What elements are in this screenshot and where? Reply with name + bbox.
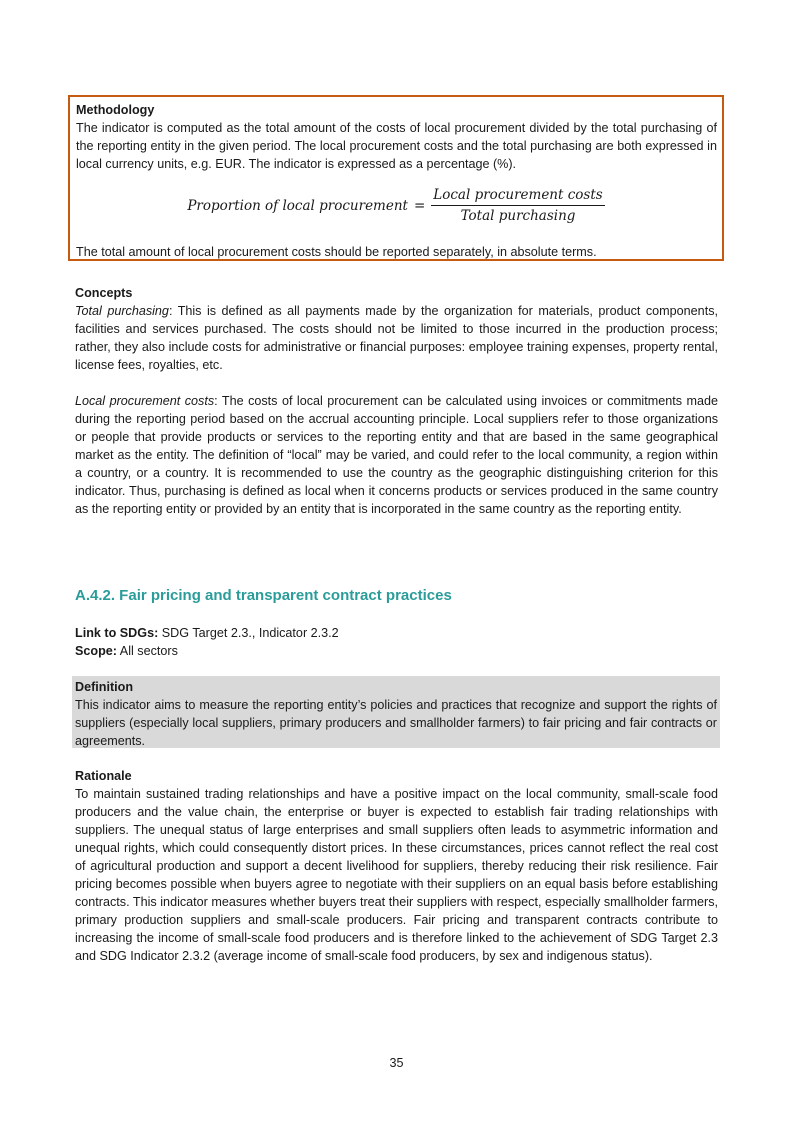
definition-body: This indicator aims to measure the reporting entity’s policies and practices that recognize and support the rights of suppliers (especially local suppliers, primary producers and smallholder farmers) to fair pricing and fair contracts or agreements. <box>75 698 717 748</box>
formula-numerator: Local procurement costs <box>431 187 604 206</box>
methodology-heading: Methodology <box>76 103 155 117</box>
formula-denominator: Total purchasing <box>460 208 576 224</box>
formula-equals: = <box>413 197 426 214</box>
scope-value: All sectors <box>117 644 178 658</box>
scope-label: Scope: <box>75 644 117 658</box>
rationale-heading: Rationale <box>75 769 132 783</box>
page-number: 35 <box>389 1056 404 1070</box>
methodology-body: The indicator is computed as the total amount of the costs of local procurement divided by the total purchasing of the reporting entity in the given period. The local procurement costs and the total purchasing are both expressed in local currency units, e.g. EUR. The indicator is expressed as a percentage (%). <box>76 121 717 171</box>
formula-fraction <box>431 187 604 224</box>
link-to-sdgs <box>75 624 718 642</box>
rationale-body: To maintain sustained trading relationships and have a positive impact on the local community, small-scale food producers and the value chain, the enterprise or buyer is expected to establish fair trading relationships with suppliers. The unequal status of large enterprises and small suppliers often leads to asymmetric information and unequal rights, which could consequently distort prices. In these circumstances, prices cannot reflect the real cost of agricultural production and support a decent livelihood for suppliers, thereby reducing their risk resilience. Fair pricing becomes possible when buyers agree to negotiate with their suppliers on an equal basis before establishing contracts. This indicator measures whether buyers treat their suppliers with respect, especially smallholder farmers, primary production suppliers and small-scale producers. Fair pricing and transparent contracts contribute to increasing the income of small-scale food producers and is therefore linked to the achievement of SDG Target 2.3 and SDG Indicator 2.3.2 (average income of small-scale food producers, by sex and indigenous status). <box>75 787 718 963</box>
methodology-footer: The total amount of local procurement costs should be reported separately, in absolute terms. <box>76 245 597 259</box>
formula <box>70 187 722 224</box>
concepts-section <box>75 284 718 518</box>
rationale-section <box>75 767 718 965</box>
total-purchasing-text: : This is defined as all payments made by the organization for materials, product components, facilities and services purchased. The costs should not be limited to those incurred in the production process; rather, they also include costs for administrative or financial purposes: employee training expenses, property rental, license fees, royalties, etc. <box>75 304 718 372</box>
sdg-info <box>75 624 718 660</box>
definition-box <box>72 676 720 748</box>
total-purchasing-term: Total purchasing <box>75 304 169 318</box>
section-title: A.4.2. Fair pricing and transparent contract practices <box>75 587 452 604</box>
formula-lhs: Proportion of local procurement <box>187 197 408 214</box>
definition-heading: Definition <box>75 680 134 694</box>
scope <box>75 642 718 660</box>
local-procurement-term: Local procurement costs <box>75 394 215 408</box>
local-procurement-paragraph <box>75 392 718 518</box>
link-value: SDG Target 2.3., Indicator 2.3.2 <box>158 626 339 640</box>
concepts-heading: Concepts <box>75 286 133 300</box>
link-label: Link to SDGs: <box>75 626 159 640</box>
total-purchasing-paragraph <box>75 302 718 374</box>
methodology-box <box>68 95 724 261</box>
local-procurement-text: : The costs of local procurement can be calculated using invoices or commitments made during the reporting period based on the accrual accounting principle. Local suppliers refer to those organizations or people that provide products or services to the reporting entity and that are based in the same geographical market as the entity. The definition of “local” may be varied, and could refer to the local community, a region within a country, or a country. It is recommended to use the country as the geographic distinguishing criterion for this indicator. Thus, purchasing is defined as local when it concerns products or services produced in the same country as the reporting entity or provided by an entity that is incorporated in the same country as the reporting entity. <box>75 394 719 516</box>
